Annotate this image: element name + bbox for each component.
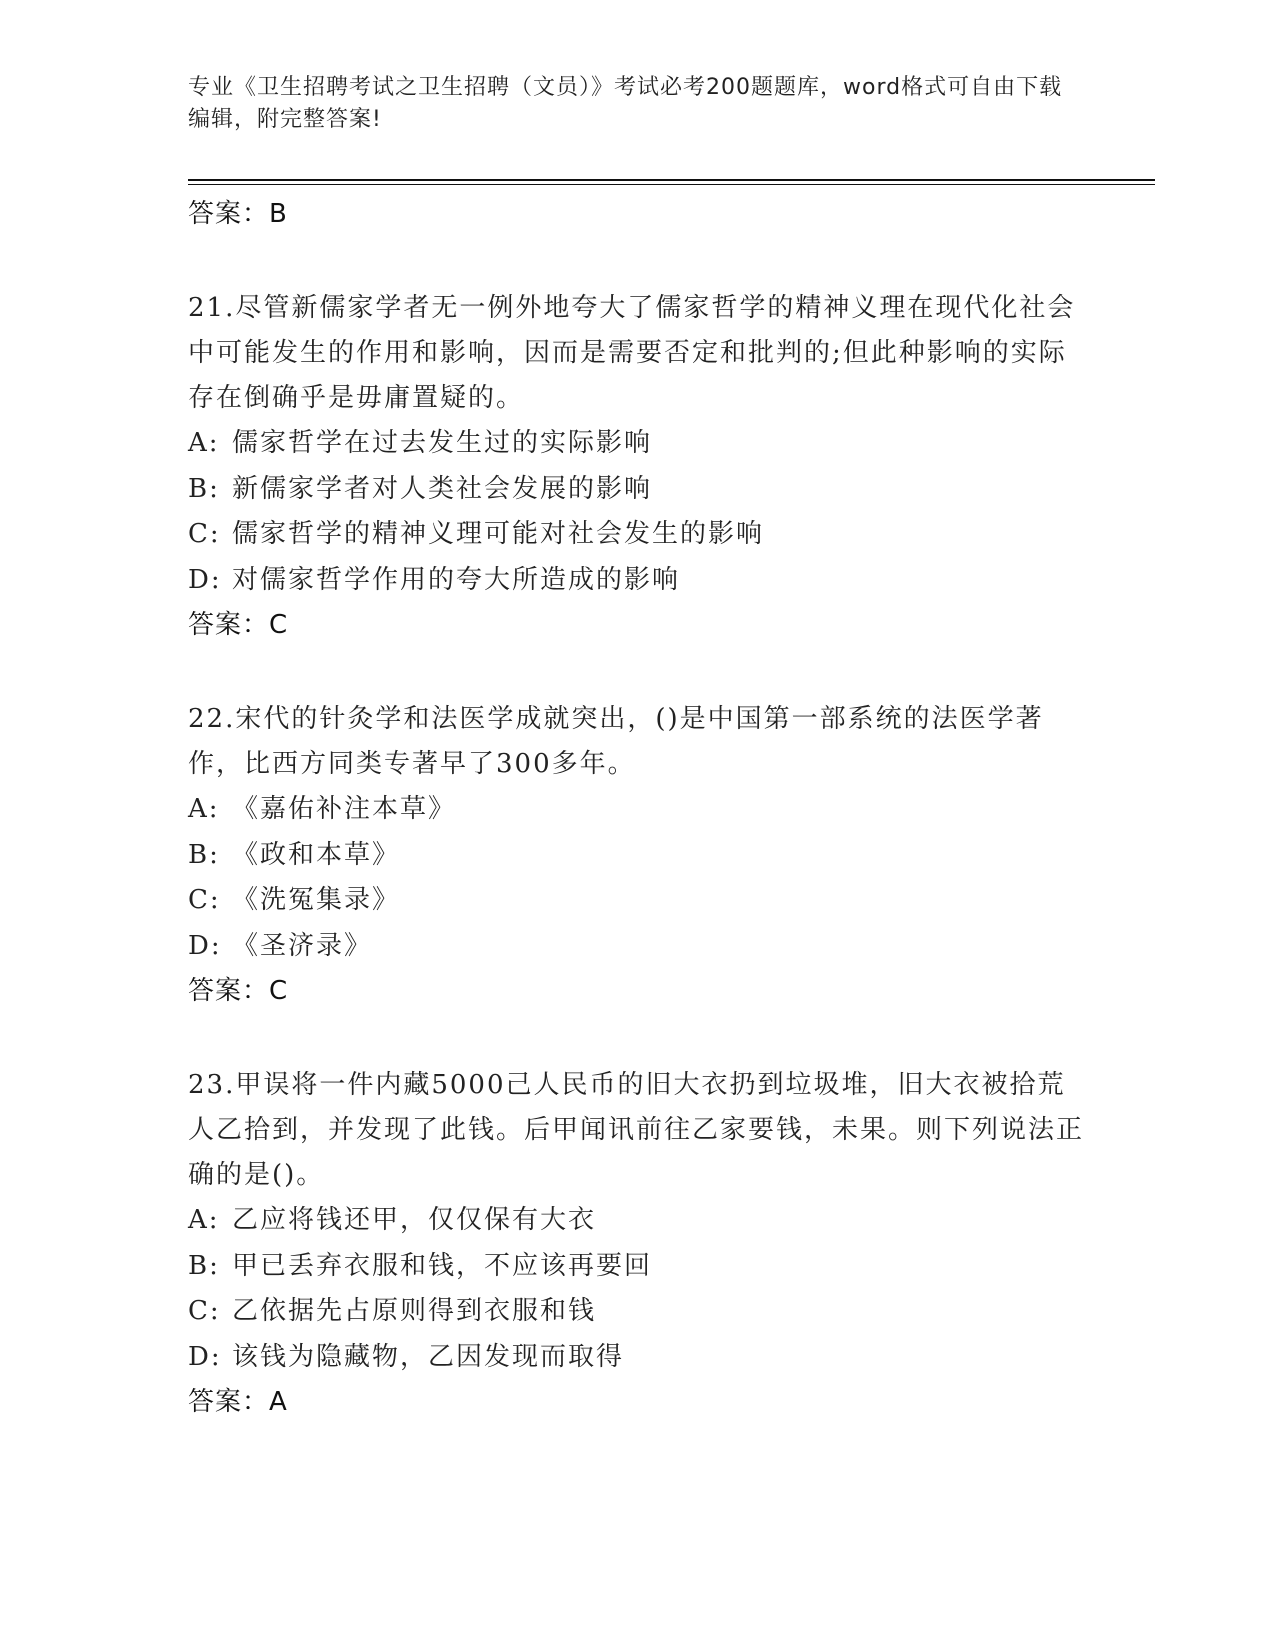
option-text: 乙依据先占原则得到衣服和钱 — [232, 1296, 597, 1326]
option-a — [188, 421, 1088, 467]
option-b — [188, 1244, 1088, 1290]
option-key: A: — [188, 1205, 220, 1235]
option-key: B: — [188, 473, 220, 504]
option-text: 该钱为隐藏物，乙因发现而取得 — [232, 1341, 625, 1372]
header-divider-thick — [188, 179, 1155, 181]
option-key: D: — [188, 1341, 222, 1372]
option-key: B: — [188, 1250, 220, 1281]
question-stem: 21.尽管新儒家学者无一例外地夸大了儒家哲学的精神义理在现代化社会中可能发生的作用和影响，因而是需要否定和批判的;但此种影响的实际存在倒确乎是毋庸置疑的。 — [188, 293, 1076, 413]
option-key: A: — [188, 428, 220, 458]
answer-line: 答案：C — [188, 610, 289, 640]
option-key: C: — [188, 885, 221, 915]
option-b — [188, 467, 1088, 513]
option-key: D: — [188, 564, 222, 595]
option-key: D: — [188, 930, 222, 961]
answer-line: 答案：B — [188, 199, 288, 229]
option-c — [188, 512, 1088, 558]
option-b — [188, 833, 1088, 879]
option-text: 甲已丢弃衣服和钱，不应该再要回 — [232, 1250, 653, 1281]
option-d — [188, 1335, 1088, 1381]
option-key: A: — [188, 794, 220, 824]
question-stem: 22.宋代的针灸学和法医学成就突出，()是中国第一部系统的法医学著作，比西方同类专著早了300多年。 — [188, 704, 1044, 779]
option-a — [188, 787, 1088, 833]
answer-line: 答案：A — [188, 1387, 288, 1417]
option-text: 《嘉佑补注本草》 — [232, 794, 457, 824]
option-key: C: — [188, 1296, 221, 1326]
answer-line: 答案：C — [188, 976, 289, 1006]
option-c — [188, 878, 1088, 924]
option-d — [188, 558, 1088, 604]
question-block — [188, 1063, 1088, 1424]
option-key: C: — [188, 519, 221, 549]
header-divider-thin — [188, 184, 1155, 185]
option-key: B: — [188, 839, 220, 870]
option-text: 儒家哲学在过去发生过的实际影响 — [232, 428, 653, 458]
option-text: 乙应将钱还甲，仅仅保有大衣 — [232, 1205, 597, 1235]
question-list — [188, 192, 1088, 1424]
document-header: 专业《卫生招聘考试之卫生招聘（文员）》考试必考200题题库，word格式可自由下载编辑，附完整答案! — [188, 75, 1063, 132]
option-c — [188, 1289, 1088, 1335]
option-d — [188, 924, 1088, 970]
option-text: 《圣济录》 — [232, 930, 373, 961]
option-text: 儒家哲学的精神义理可能对社会发生的影响 — [232, 519, 765, 549]
option-text: 《洗冤集录》 — [232, 885, 401, 915]
option-text: 新儒家学者对人类社会发展的影响 — [232, 473, 653, 504]
question-stem: 23.甲误将一件内藏5000己人民币的旧大衣扔到垃圾堆，旧大衣被拾荒人乙拾到，并发现了此钱。后甲闻讯前往乙家要钱，未果。则下列说法正确的是()。 — [188, 1070, 1085, 1190]
question-block — [188, 286, 1088, 647]
option-text: 对儒家哲学作用的夸大所造成的影响 — [232, 564, 681, 595]
option-text: 《政和本草》 — [232, 839, 401, 870]
question-block — [188, 697, 1088, 1013]
option-a — [188, 1198, 1088, 1244]
